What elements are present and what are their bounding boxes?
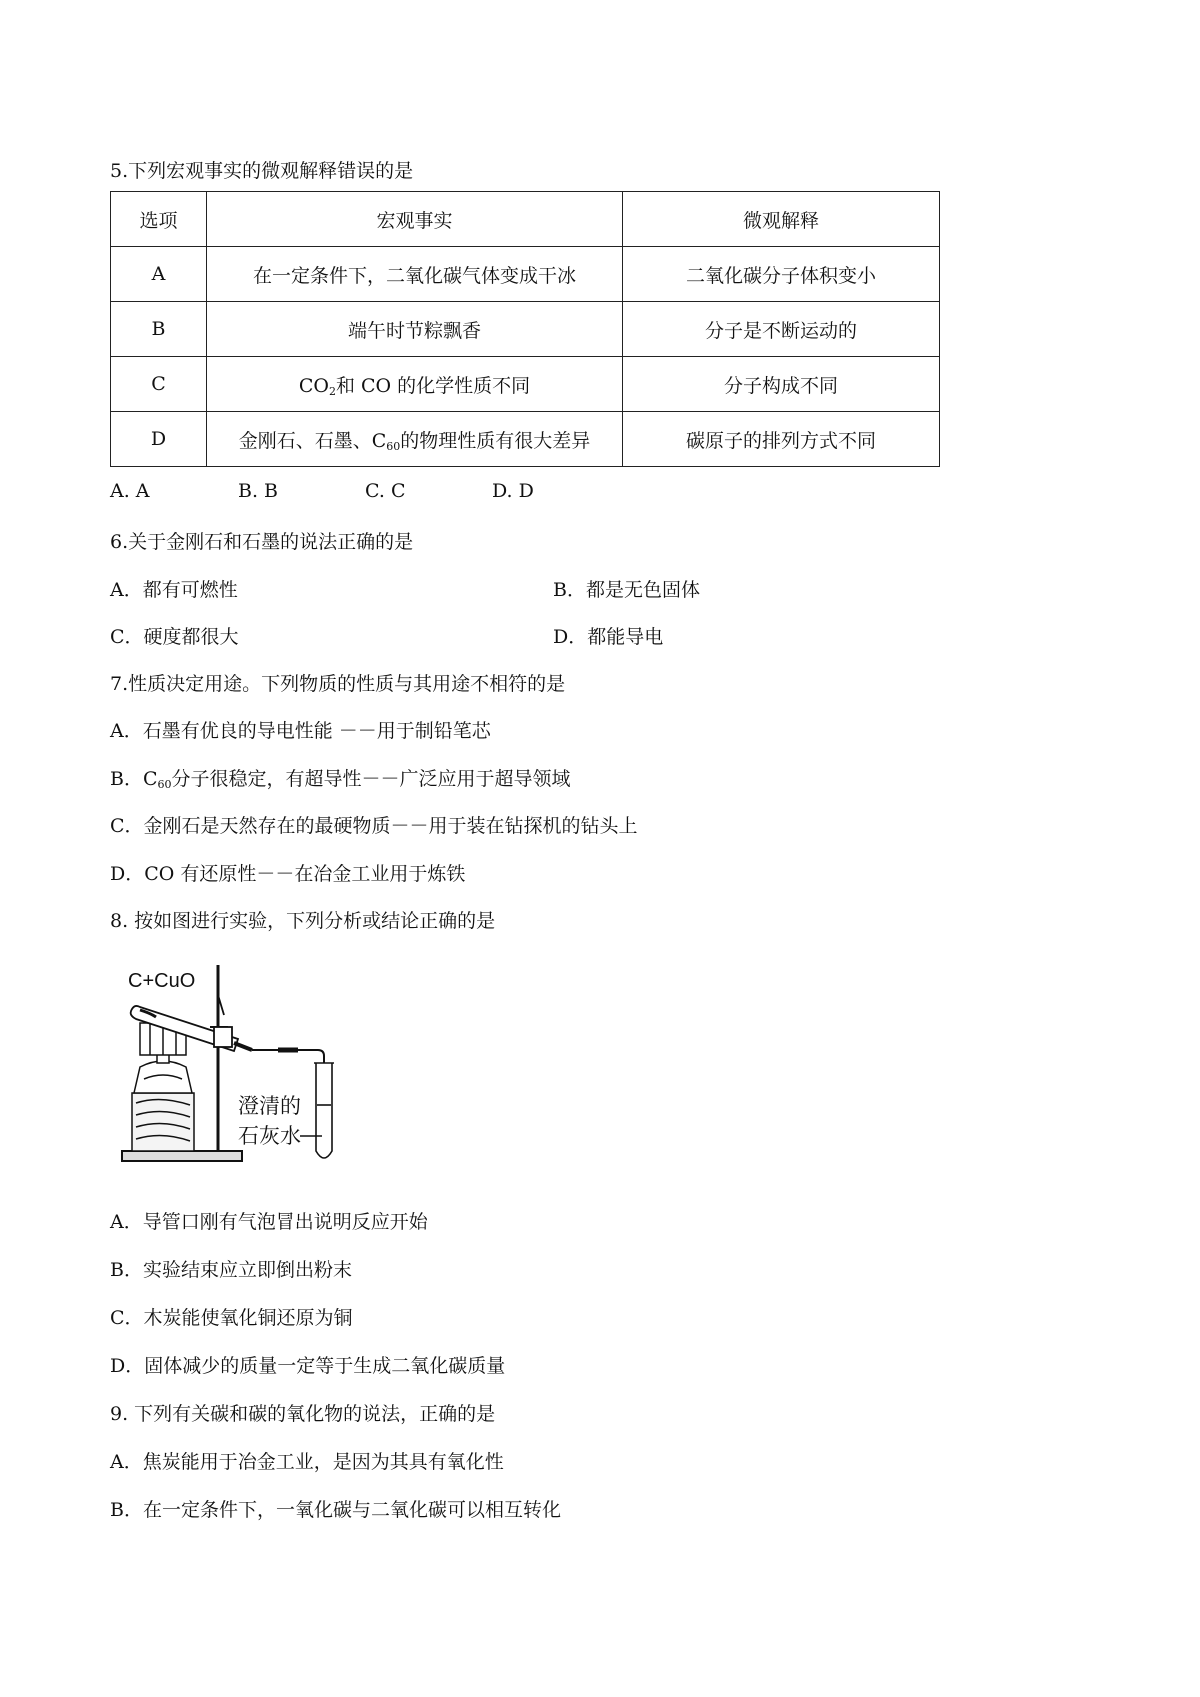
q5-stem: 5.下列宏观事实的微观解释错误的是	[110, 160, 414, 182]
row-option: C	[111, 357, 207, 412]
option-text: 分子很稳定，有超导性－－广泛应用于超导领域	[171, 768, 571, 790]
fact-text: 和 CO 的化学性质不同	[335, 374, 531, 397]
q7-option-c: C．金刚石是天然存在的最硬物质－－用于装在钻探机的钻头上	[110, 815, 638, 837]
row-explain: 分子是不断运动的	[623, 302, 940, 357]
subscript: 2	[328, 384, 336, 398]
q6-option-d: D．都能导电	[553, 626, 664, 648]
q6-option-a: A．都有可燃性	[110, 579, 238, 601]
row-explain: 分子构成不同	[623, 357, 940, 412]
q9-stem: 9. 下列有关碳和碳的氧化物的说法，正确的是	[110, 1403, 496, 1425]
row-fact: 端午时节粽飘香	[207, 302, 623, 357]
header-fact: 宏观事实	[207, 192, 623, 247]
table-row	[111, 302, 940, 357]
row-fact: 在一定条件下，二氧化碳气体变成干冰	[207, 247, 623, 302]
q5-option-b: B. B	[238, 480, 279, 502]
q7-option-a: A．石墨有优良的导电性能 －－用于制铅笔芯	[110, 720, 491, 742]
table-row	[111, 412, 940, 467]
q5-table	[110, 191, 940, 467]
q5-option-a: A. A	[110, 480, 150, 502]
header-explain: 微观解释	[623, 192, 940, 247]
subscript: 60	[386, 439, 401, 453]
q7-option-d: D．CO 有还原性－－在冶金工业用于炼铁	[110, 863, 466, 885]
q6-option-b: B．都是无色固体	[553, 579, 700, 601]
row-option: A	[111, 247, 207, 302]
q5-option-c: C. C	[365, 480, 406, 502]
fact-text: 的物理性质有很大差异	[400, 429, 591, 452]
row-fact	[207, 357, 623, 412]
row-explain: 碳原子的排列方式不同	[623, 412, 940, 467]
q8-stem: 8. 按如图进行实验，下列分析或结论正确的是	[110, 910, 496, 932]
alcohol-lamp	[134, 1051, 192, 1093]
q9-option-b: B．在一定条件下，一氧化碳与二氧化碳可以相互转化	[110, 1499, 561, 1521]
row-explain: 二氧化碳分子体积变小	[623, 247, 940, 302]
fact-text: 金刚石、石墨、C	[238, 429, 387, 452]
wooden-block	[132, 1093, 194, 1151]
row-fact	[207, 412, 623, 467]
q8-option-b: B．实验结束应立即倒出粉末	[110, 1259, 352, 1281]
subscript: 60	[157, 778, 172, 791]
fact-text: CO	[298, 374, 329, 397]
q8-option-c: C．木炭能使氧化铜还原为铜	[110, 1307, 353, 1329]
q7-stem: 7.性质决定用途。下列物质的性质与其用途不相符的是	[110, 673, 566, 695]
table-row	[111, 247, 940, 302]
experiment-figure	[110, 955, 370, 1175]
test-tube-vertical	[314, 1063, 334, 1158]
q8-option-d: D．固体减少的质量一定等于生成二氧化碳质量	[110, 1355, 506, 1377]
q5-option-d: D. D	[492, 480, 534, 502]
figure-label-line1: 澄清的	[238, 1095, 301, 1118]
option-text: B．C	[110, 768, 158, 790]
header-option: 选项	[111, 192, 207, 247]
q8-option-a: A．导管口刚有气泡冒出说明反应开始	[110, 1211, 428, 1233]
row-option: D	[111, 412, 207, 467]
table-header-row	[111, 192, 940, 247]
figure-label-line2: 石灰水	[238, 1125, 301, 1148]
row-option: B	[111, 302, 207, 357]
figure-label-top: C+CuO	[128, 970, 196, 992]
q7-option-b	[110, 764, 571, 791]
q9-option-a: A．焦炭能用于冶金工业，是因为其具有氧化性	[110, 1451, 504, 1473]
q6-option-c: C．硬度都很大	[110, 626, 239, 648]
q6-stem: 6.关于金刚石和石墨的说法正确的是	[110, 531, 414, 553]
table-row	[111, 357, 940, 412]
